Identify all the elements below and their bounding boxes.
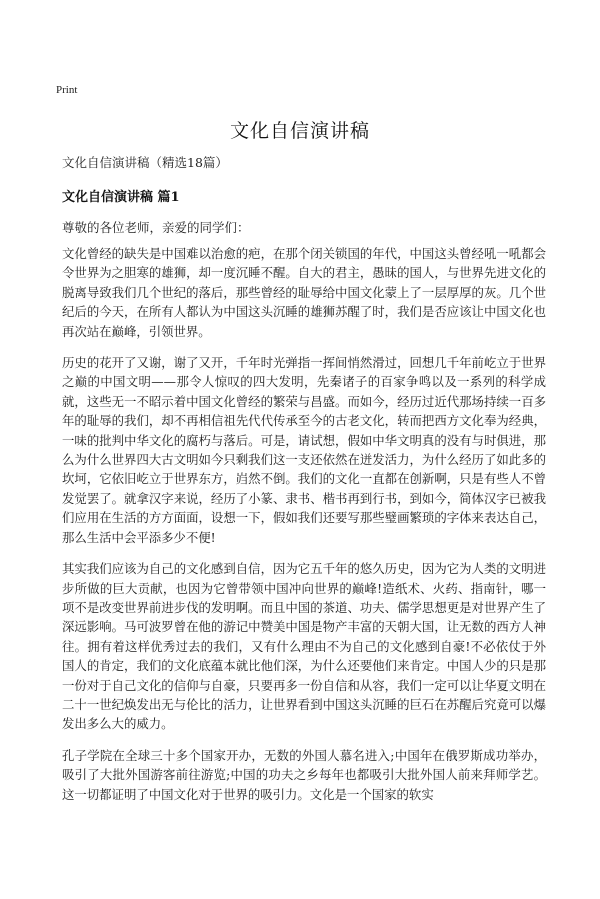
print-label: Print bbox=[56, 84, 78, 96]
paragraph: 其实我们应该为自己的文化感到自信，因为它五千年的悠久历史，因为它为人类的文明进步所做的巨大贡献，也因为它曾带领中国冲向世界的巅峰!造纸术、火药、指南针，哪一项不是改变世界前进步伐的发明啊。而且中国的茶道、功夫、儒学思想更是对世界产生了深远影响。马可波罗曾在他的游记中赞美中国是物产丰富的天朝大国，让无数的西方人神往。拥有着这样优秀过去的我们，又有什么理由不为自己的文化感到自豪!不必依仗于外国人的肯定，我们的文化底蕴本就比他们深，为什么还要他们来肯定。中国人少的只是那一份对于自己文化的信仰与自豪，只要再多一份自信和从容，我们一定可以让华夏文明在二十一世纪焕发出无与伦比的活力，让世界看到中国这头沉睡的巨石在苏醒后究竟可以爆发出多么大的威力。 bbox=[62, 561, 546, 732]
paragraph: 孔子学院在全球三十多个国家开办，无数的外国人慕名进入;中国年在俄罗斯成功举办，吸引了大批外国游客前往游览;中国的功夫之乡每年也都吸引大批外国人前来拜师学艺。这一切都证明了中国文化对于世界的吸引力。文化是一个国家的软实 bbox=[62, 747, 546, 802]
paragraph: 文化曾经的缺失是中国难以治愈的疤，在那个闭关锁国的年代，中国这头曾经吼一吼都会令世界为之胆寒的雄狮，却一度沉睡不醒。自大的君主，愚昧的国人，与世界先进文化的脱离导致我们几个世纪的落后，那些曾经的耻辱给中国文化蒙上了一层厚厚的灰。几个世纪后的今天，在所有人都认为中国这头沉睡的雄狮苏醒了时，我们是否应该让中国文化也再次站在巅峰，引领世界。 bbox=[62, 246, 546, 339]
section-heading: 文化自信演讲稿 篇1 bbox=[62, 190, 180, 205]
greeting-line: 尊敬的各位老师，亲爱的同学们： bbox=[62, 220, 250, 235]
paragraph: 历史的花开了又谢，谢了又开，千年时光弹指一挥间悄然滑过，回想几千年前屹立于世界之巅的中国文明——那令人惊叹的四大发明，先秦诸子的百家争鸣以及一系列的科学成就，这些无一不昭示着中国文化曾经的繁荣与昌盛。而如今，经历过近代那场持续一百多年的耻辱的我们，却不再相信祖先代代传承至今的古老文化，转而把西方文化奉为经典，一味的批判中华文化的腐朽与落后。可是，请试想，假如中华文明真的没有与时俱进，那么为什么世界四大古文明如今只剩我们这一支还依然在迸发活力，为什么经历了如此多的坎坷，它依旧屹立于世界东方，岿然不倒。我们的文化一直都在创新啊，只是有些人不曾发觉罢了。就拿汉字来说，经历了小篆、隶书、楷书再到行书，到如今，简体汉字已被我们应用在生活的方方面面，设想一下，假如我们还要写那些璧画繁琐的字体来表达自己，那么生活中会平添多少不便! bbox=[62, 355, 546, 545]
document-subtitle: 文化自信演讲稿（精选18篇） bbox=[62, 155, 228, 170]
speech-body bbox=[62, 244, 546, 816]
document-title: 文化自信演讲稿 bbox=[229, 120, 370, 142]
